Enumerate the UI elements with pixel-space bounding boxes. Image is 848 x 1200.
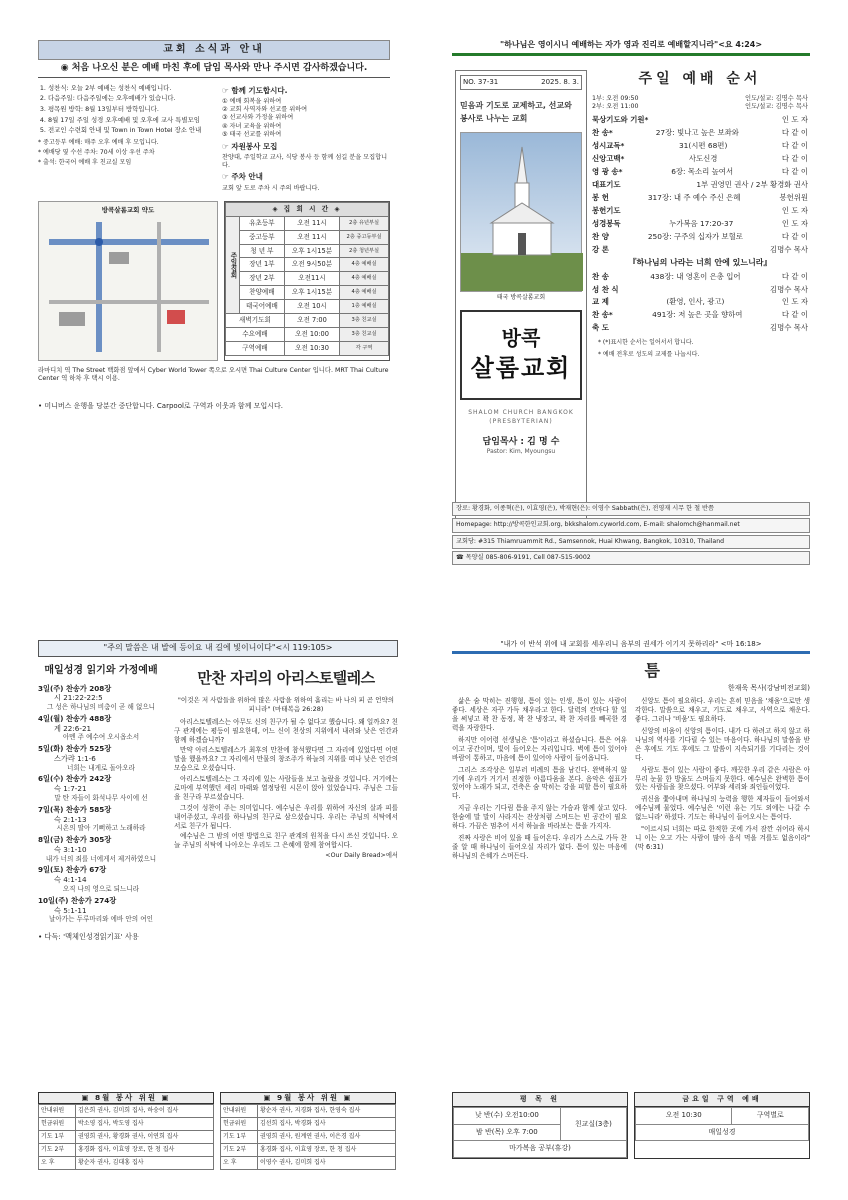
weekday-place: 3층 친교실 (340, 327, 389, 341)
order-row (592, 206, 808, 216)
prayer-item: ② 교회 사역자와 선교를 위하여 (222, 106, 308, 114)
september-duty-table (220, 1092, 396, 1170)
schedule-place: 2층 청년부실 (340, 244, 389, 258)
schedule-name: 장년 1부 (239, 258, 284, 272)
order-row (592, 193, 808, 203)
order-row (592, 272, 808, 282)
schedule-name: 장년 2부 (239, 272, 284, 286)
duty-names: 홍경화 집사, 이효영 장로, 한 청 집사 (257, 1144, 395, 1157)
order-leader: 다 같 이 (781, 127, 808, 137)
homepage-line: Homepage: http://방콕한인교회.org, bkkshalom.cyworld.com, E-mail: shalomch@hanmail.net (452, 518, 810, 532)
service-leader: 인도/설교: 김명수 목사 (745, 103, 808, 111)
duty-role: 오 후 (221, 1157, 258, 1170)
worship-order-page (452, 40, 810, 570)
column-page (452, 640, 810, 1185)
article-paragraph: 예수님은 그 밤의 어떤 방법으로 친구 관계의 원칙을 다시 쓰신 것입니다. 오늘 주님의 식탁에 나아오는 우리도 그 은혜에 함께 참여합시다. (174, 832, 398, 850)
order-row (592, 141, 808, 151)
day-hymn: 10일(주) 찬송가 274장 (38, 895, 117, 905)
parking-heading: ☞ 주차 안내 (222, 172, 263, 182)
order-row (592, 323, 808, 333)
order-leader: 다 같 이 (781, 153, 808, 163)
weekday-name: 수요예배 (226, 327, 285, 341)
weekday-time: 오전 10:30 (284, 341, 339, 355)
order-name: 교 제 (592, 297, 609, 307)
schedule-place: 4층 예배실 (340, 272, 389, 286)
weekday-place: 3층 친교실 (340, 314, 389, 328)
order-row (592, 310, 808, 320)
directions-text: 라마디치 역 The Street 백화점 앞에서 Cyber World Tower 쪽으로 오시면 Thai Culture Center 입니다. MRT Thai Culture Center 역 하차 후 택시 이용. (38, 366, 389, 383)
schedule-time: 오전 11시 (284, 216, 339, 230)
order-name: 찬 송* (592, 127, 613, 137)
order-title: 주일 예배 순서 (638, 71, 762, 87)
extra-note: * 중고등부 예배: 매주 오후 예배 후 모입니다. (38, 138, 159, 146)
friday-topic: 매일성경 (636, 1124, 809, 1140)
article-paragraph: 아리스토텔레스는 그 자리에 있는 사람들을 보고 놀랐을 것입니다. 거기에는 로마에 부역했던 세리 마태와 열정당원 시몬이 앉아 있었습니다. 주님은 그들을 친구라 부르셨습니다. (174, 775, 398, 801)
schedule-time: 오전 11시 (284, 230, 339, 244)
day-verse: 스가랴 1:1-6 (54, 753, 96, 763)
prayer-item: ⑤ 태국 선교를 위하여 (222, 131, 282, 139)
day-verse: 슥 1:7-21 (54, 784, 87, 794)
bible-reading (38, 664, 164, 942)
column-paragraph: 그리스 조각상은 일부러 비례의 틈을 남긴다. 완벽하지 않기에 우리가 거기서 진정한 아름다움을 본다. 음악은 쉼표가 있어야 노래가 되고, 건축은 숨 막히는 강을 피할 틈이 필요하다. (452, 765, 627, 801)
order-name: 축 도 (592, 323, 609, 333)
day-hymn: 7일(목) 찬송가 585장 (38, 804, 112, 814)
order-name: 봉 헌 (592, 192, 609, 202)
order-detail: 250장: 구주의 십자가 보혈로 (647, 231, 743, 241)
duty-role: 기도 2부 (39, 1144, 76, 1157)
order-name: 성경봉독 (592, 218, 621, 228)
schedule-heading: ◈ 집 회 시 간 ◈ (226, 202, 389, 216)
schedule-time: 오후 1시15분 (284, 286, 339, 300)
duty-names: 권영희 권사, 황경화 권사, 이연희 집사 (75, 1131, 213, 1144)
day-verse: 슥 2:1-13 (54, 814, 87, 824)
day-verse: 슥 3:1-10 (54, 844, 87, 854)
schedule-name: 청 년 부 (239, 244, 284, 258)
column-right (635, 697, 810, 863)
column-paragraph: 삶은 숨 막히는 진행형, 틈이 있는 인생, 틈이 있는 사람이 좋다. 세상은 자꾸 가득 채우라고 한다. 달력의 칸마다 할 일을 써넣고 꽉 찬 동정, 꽉 찬 냉장고, 꽉 찬 자리를 빼곡한 경력을 자랑한다. (452, 697, 627, 733)
order-note: * 예배 전후로 성도의 교제를 나눕시다. (598, 350, 700, 358)
study-place: 친교실(3층) (560, 1108, 626, 1141)
order-row (592, 154, 808, 164)
order-detail: 317장: 내 주 예수 주신 은혜 (647, 192, 741, 202)
day-hymn: 6일(수) 찬송가 242장 (38, 774, 112, 784)
order-row (592, 180, 808, 190)
day-verse: 슥 4:1-14 (54, 875, 87, 885)
duty-role: 헌금위원 (39, 1118, 76, 1131)
column-paragraph: 진짜 사랑은 비어 있을 때 들어온다. 우리가 스스로 가득 찬 줄 알 때 하나님이 들어오실 자리가 없다. 틈이 있는 마음에 하나님의 은혜가 스며든다. (452, 833, 627, 860)
order-leader: 인 도 자 (781, 297, 808, 307)
order-row (592, 232, 808, 242)
duty-names: 황순자 권사, 지경화 집사, 한영숙 집사 (257, 1104, 395, 1117)
day-hymn: 4일(월) 찬송가 488장 (38, 713, 112, 723)
column-left (452, 697, 627, 863)
order-name: 대표기도 (592, 179, 621, 189)
church-news-page (38, 40, 390, 570)
article-paragraph: 그것이 성찬이 주는 의미입니다. 예수님은 우리를 위하여 자신의 살과 피를 내어주셨고, 우리를 하나님의 친구로 삼으셨습니다. 우리는 주님의 식탁에서 서로 친구가 됩니다. (174, 803, 398, 830)
order-leader: 김명수 목사 (769, 323, 808, 333)
schedule-name: 중고등부 (239, 230, 284, 244)
order-row (592, 297, 808, 307)
friday-box (634, 1092, 810, 1159)
weekday-name: 구역예배 (226, 341, 285, 355)
issue-date: 2025. 8. 3. (541, 78, 579, 86)
notice-item: 5. 전교인 수련회 안내 및 Town in Town Hotel 장소 안내 (48, 126, 216, 135)
friday-heading: 금요일 구역 예배 (635, 1093, 809, 1107)
friday-place: 구역별로 (732, 1108, 809, 1124)
august-duty-table (38, 1092, 214, 1170)
weekday-time: 오전 10:00 (284, 327, 339, 341)
extra-note: * 예배당 옆 수선 주차: 70세 이상 우선 주차 (38, 149, 155, 157)
schedule-place: 4층 예배실 (340, 258, 389, 272)
order-name: 영 광 송* (592, 166, 623, 176)
friday-time: 오전 10:30 (636, 1108, 732, 1124)
duty-heading: ▣ 8월 봉사 위원 ▣ (38, 1092, 214, 1104)
church-motto: 믿음과 기도로 교제하고, 선교와 봉사로 나누는 교회 (460, 101, 572, 124)
duty-role: 안내위원 (221, 1104, 258, 1117)
order-name: 찬 송* (592, 310, 613, 320)
duty-role: 안내위원 (39, 1104, 76, 1117)
column-paragraph: 신앙도 틈이 필요하다. 우리는 흔히 믿음을 '채움'으로만 생각한다. 말씀으로 채우고, 기도로 채우고, 사역으로 채운다. 좋다. 그러나 '비움'도 필요하다. (635, 697, 810, 724)
schedule-name: 태국어예배 (239, 300, 284, 314)
welcome-line: ◉ 처음 나오신 분은 예배 마친 후에 담임 목사와 만나 주시면 감사하겠습니다. (38, 62, 390, 78)
day-hymn: 8일(금) 찬송가 305장 (38, 835, 112, 845)
weekday-name: 새벽기도회 (226, 314, 285, 328)
study-time: 밤 반(목) 오후 7:00 (454, 1124, 561, 1140)
top-verse: "하나님은 영이시니 예배하는 자가 영과 진리로 예배할지니라"<요 4:24> (452, 40, 810, 56)
address-line: 교회당: #315 Thiamruammit Rd., Samsennok, Huai Khwang, Bangkok, 10310, Thailand (452, 535, 810, 549)
day-line: 오직 나의 영으로 되느니라 (62, 884, 140, 893)
column-paragraph: 신앙의 비움이 신앙의 틈이다. 내가 다 하려고 하지 않고 하나님의 역사를 기다릴 수 있는 마음이다. 하나님의 말씀을 받은 후에도 기도 후에도 그 말씀이 지속되기를 기다리는 것이다. (635, 727, 810, 762)
notice-column (38, 84, 216, 193)
order-leader: 봉헌위원 (779, 192, 808, 202)
order-name: 성시교독* (592, 140, 625, 150)
study-topic: 마가복음 공부(휴강) (454, 1141, 627, 1157)
schedule-place: 2층 중고등부실 (340, 230, 389, 244)
order-row (592, 167, 808, 177)
prayer-heading: ☞ 함께 기도합시다. (222, 85, 288, 95)
order-leader: 다 같 이 (781, 231, 808, 241)
service-time: 2부: 오전 11:00 (592, 103, 639, 111)
article-paragraph: 만약 아리스토텔레스가 최후의 만찬에 참석했다면 그 자리에 있었다면 어떤 말을 했을까요? 그 자리에서 만물의 창조주가 하늘의 지위를 떠나 낮은 인간의 모습으로 오셨습니다. (174, 746, 398, 773)
volunteer-text: 찬양대, 주일학교 교사, 식당 봉사 등 함께 섬길 분을 모집합니다. (222, 153, 388, 170)
bible-tip: • 다독: '맥체인성경읽기표' 사용 (38, 932, 139, 942)
order-name: 묵상기도와 기원* (592, 114, 649, 124)
article-title: 만찬 자리의 아리스토텔레스 (197, 669, 375, 687)
order-leader: 다 같 이 (781, 310, 808, 320)
schedule-place: 1층 예배실 (340, 300, 389, 314)
prayer-item: ① 예배 회복을 위하여 (222, 97, 282, 105)
day-verse: 슥 5:1-11 (54, 905, 87, 915)
cover-panel (455, 70, 587, 530)
church-info (452, 500, 810, 565)
worship-order (592, 70, 808, 362)
day-hymn: 3일(주) 찬송가 208장 (38, 683, 112, 693)
pastor-name: 담임목사 : 김 명 수 (482, 437, 560, 448)
order-name: 봉헌기도 (592, 205, 621, 215)
day-line: 그 성은 하나님의 비춤이 곧 해 없으니 (46, 702, 156, 711)
order-leader: 김명수 목사 (769, 284, 808, 294)
service-time: 1부: 오전 09:50 (592, 94, 639, 102)
day-hymn: 5일(화) 찬송가 525장 (38, 744, 112, 754)
column-title: 틈 (644, 661, 660, 681)
column-author: 한재욱 목사(강남비전교회) (727, 684, 810, 693)
church-photo (460, 132, 582, 292)
devotion-page (38, 640, 398, 1185)
duty-names: 이영수 권사, 김미희 집사 (257, 1157, 395, 1170)
order-row (592, 219, 808, 229)
notice-item: 1. 성찬식: 오늘 2부 예배는 성찬식 예배입니다. (48, 84, 216, 93)
order-name: 찬 송 (592, 271, 609, 281)
duty-role: 기도 1부 (221, 1131, 258, 1144)
church-english-name: SHALOM CHURCH BANGKOK (PRESBYTERIAN) (468, 409, 574, 426)
photo-caption: 태국 방콕살롬교회 (496, 294, 546, 302)
order-detail: 27장: 빛나고 높은 보좌와 (655, 127, 739, 137)
order-name: 강 론 (592, 244, 609, 254)
pastor-name-en: Pastor: Kim, Myoungsu (486, 448, 556, 456)
issue-number: NO. 37-31 (463, 78, 499, 86)
day-verse: 계 22:6-21 (54, 723, 92, 733)
sermon-title: 『하나님의 나라는 너희 안에 있느니라』 (628, 257, 772, 267)
order-leader: 김명수 목사 (769, 244, 808, 254)
day-line: 내가 너의 죄를 너에게서 제거하였으니 (45, 854, 157, 863)
notice-item: 4. 8월 17일 주일 성경 오후예배 및 오후에 교사 특별모임 (48, 116, 216, 125)
duty-names: 황순자 권사, 김대홍 집사 (75, 1157, 213, 1170)
schedule-time: 오후 1시15분 (284, 244, 339, 258)
duty-names: 홍경화 집사, 이효영 장로, 한 청 집사 (75, 1144, 213, 1157)
prayer-column (222, 84, 388, 193)
schedule-time: 오전 9시50분 (284, 258, 339, 272)
schedule-side-label: 주일집회 (226, 216, 240, 313)
logo-bottom-text: 살롬교회 (470, 354, 572, 383)
bible-heading: 매일성경 읽기와 가정예배 (44, 665, 158, 676)
schedule-name: 찬양예배 (239, 286, 284, 300)
day-line: 너희는 내게로 돌아오라 (67, 763, 135, 772)
volunteer-heading: ☞ 자원봉사 모집 (222, 141, 278, 151)
order-row (592, 115, 808, 125)
order-detail: 31(시편 68편) (678, 140, 728, 150)
notice-item: 3. 평목원 방학: 8월 13일부터 방학입니다. (48, 105, 216, 114)
order-leader: 인 도 자 (781, 114, 808, 124)
article-epigraph: "이것은 저 사람들을 위하여 많은 사람을 위하여 흘리는 바 나의 피 곧 언약의 피니라" (마태복음 26:28) (177, 696, 395, 714)
schedule-place: 4층 예배실 (340, 286, 389, 300)
schedule-place: 2층 유년부실 (340, 216, 389, 230)
order-detail: 사도신경 (688, 153, 718, 163)
duty-names: 박소영 집사, 박도영 집사 (75, 1118, 213, 1131)
order-detail: (환영, 인사, 광고) (666, 297, 725, 307)
order-name: 신앙고백* (592, 153, 625, 163)
day-line: 시온의 딸아 기뻐하고 노래하라 (56, 824, 146, 833)
study-heading: 평 목 원 (453, 1093, 627, 1107)
church-map (38, 201, 218, 361)
duty-names: 김선희 집사, 박경화 집사 (257, 1118, 395, 1131)
service-leader: 인도/설교: 김명수 목사 (745, 94, 808, 102)
church-logo (460, 310, 582, 400)
order-detail: 6장: 목소리 높여서 (671, 166, 734, 176)
devotional-article (174, 668, 398, 861)
extra-note: * 출석: 한국어 예배 후 친교실 모임 (38, 159, 132, 167)
schedule-time: 오전 10시 (284, 300, 339, 314)
column-paragraph: "이르시되 너희는 따로 한적한 곳에 가서 잠깐 쉬어라 하시니 이는 오고 가는 사람이 많아 음식 먹을 겨를도 없음이라" (막 6:31) (635, 825, 810, 851)
prayer-item: ④ 자녀 교육을 위하여 (222, 122, 282, 130)
weekday-place: 각 구역 (340, 341, 389, 355)
order-leader: 다 같 이 (781, 166, 808, 176)
day-line: 아멘 주 예수여 오시옵소서 (62, 733, 140, 742)
weekday-time: 오전 7:00 (284, 314, 339, 328)
order-detail: 438장: 내 영혼이 은총 입어 (650, 271, 741, 281)
order-leader: 인 도 자 (781, 218, 808, 228)
column-paragraph: 사람도 틈이 있는 사람이 좋다. 깨끗한 우리 같은 사람은 아무리 눈물 한 방울도 스며들지 못한다. 예수님은 완벽한 틈이 있는 사람들을 찾으셨다. 어부와 세리와 죄인들이었다. (635, 765, 810, 792)
top-verse: "주의 말씀은 내 발에 등이요 내 길에 빛이니이다"<시 119:105> (38, 640, 398, 657)
day-hymn: 9일(토) 찬송가 67장 (38, 865, 107, 875)
schedule-time: 오전11시 (284, 272, 339, 286)
minibus-note: • 미니버스 운행을 당분간 중단합니다. Carpool로 구역과 이웃과 함께 모입시다. (38, 401, 283, 410)
logo-top-text: 방콕 (501, 326, 541, 351)
order-leader: 다 같 이 (781, 140, 808, 150)
parking-text: 교회 앞 도로 주차 시 주의 바랍니다. (222, 184, 320, 192)
day-line: 날아가는 두루마리와 에바 안의 여인 (49, 915, 153, 924)
duty-role: 기도 1부 (39, 1131, 76, 1144)
order-detail: 누가복음 17:20-37 (669, 218, 734, 228)
day-line: 말 탄 자들이 화석나무 사이에 선 (54, 793, 148, 802)
order-leader: 인 도 자 (781, 205, 808, 215)
order-row (592, 285, 808, 295)
column-paragraph: 귀신을 쫓아내며 하나님의 능력을 행한 제자들이 들어와서 예수님께 물었다. 예수님은 '이런 유는 기도 외에는 나갈 수 없느니라' 하셨다. 기도는 하나님이 들어오시는 틈이다. (635, 795, 810, 822)
study-box (452, 1092, 628, 1159)
duty-role: 오 후 (39, 1157, 76, 1170)
schedule-name: 유초등부 (239, 216, 284, 230)
study-time: 낮 반(수) 오전10:00 (454, 1108, 561, 1124)
phone-line: ☎ 목양실 085-806-9191, Cell 087-515-9002 (452, 551, 810, 565)
order-detail: 1부 권영민 권사 / 2부 황경화 권사 (696, 179, 808, 189)
column-paragraph: 하지만 이어령 선생님은 '틈'이라고 하셨습니다. 틈은 여유이고 공간이며, 빛이 들어오는 자리입니다. 벽에 틈이 있어야 바람이 통하고, 마음에 틈이 있어야 사람이 들어옵니다. (452, 736, 627, 762)
church-building-icon (461, 133, 583, 291)
duty-role: 기도 2부 (221, 1144, 258, 1157)
article-paragraph: 아리스토텔레스는 아무도 신의 친구가 될 수 없다고 했습니다. 왜 일까요? 친구 관계에는 평등이 필요한데, 어느 신이 천상의 지위에서 내려와 낮은 인간과 함께 하겠습니까? (174, 717, 398, 744)
prayer-item: ③ 선교사와 가정을 위하여 (222, 114, 294, 122)
article-source: <Our Daily Bread>에서 (325, 852, 398, 860)
order-row (592, 245, 808, 255)
duty-names: 김은희 권사, 김미희 집사, 하숭이 집사 (75, 1104, 213, 1117)
duty-heading: ▣ 9월 봉사 위원 ▣ (220, 1092, 396, 1104)
notice-item: 2. 다음주일: 다음주일에는 오후예배가 있습니다. (48, 94, 216, 103)
elders-line: 장로: 황경화, 이종혁(은), 이효영(은), 박재현(은): 이영수 Sabbath(은), 전영재 시무 한 철 반쯤 (452, 502, 810, 516)
order-name: 찬 양 (592, 231, 609, 241)
order-leader: 다 같 이 (781, 271, 808, 281)
day-verse: 시 21:22-22:5 (54, 693, 103, 703)
meeting-schedule (224, 201, 390, 361)
map-title: 방콕살롬교회 약도 (101, 205, 155, 214)
duty-names: 권영희 권사, 원계연 권사, 이은경 집사 (257, 1131, 395, 1144)
top-verse: "내가 이 반석 위에 내 교회를 세우리니 음부의 권세가 이기지 못하리라" <마 16:18> (452, 640, 810, 654)
news-banner: 교회 소식과 안내 (38, 40, 390, 60)
map-drawing (39, 202, 217, 360)
column-paragraph: 지금 우리는 기다림 틈을 주지 않는 가슴과 함께 살고 있다. 한숨에 말 말이 사라지는 잔상처럼 스며드는 빈 공간이 필요하다. 가끔은 멈추어 서서 하늘을 바라보는 틈을 가지자. (452, 804, 627, 831)
order-note: * (*)표시한 순서는 일어서서 합니다. (598, 339, 694, 347)
order-detail: 491장: 저 높은 곳을 향하여 (652, 310, 743, 320)
order-row (592, 128, 808, 138)
order-name: 성 찬 식 (592, 284, 619, 294)
duty-role: 헌금위원 (221, 1118, 258, 1131)
